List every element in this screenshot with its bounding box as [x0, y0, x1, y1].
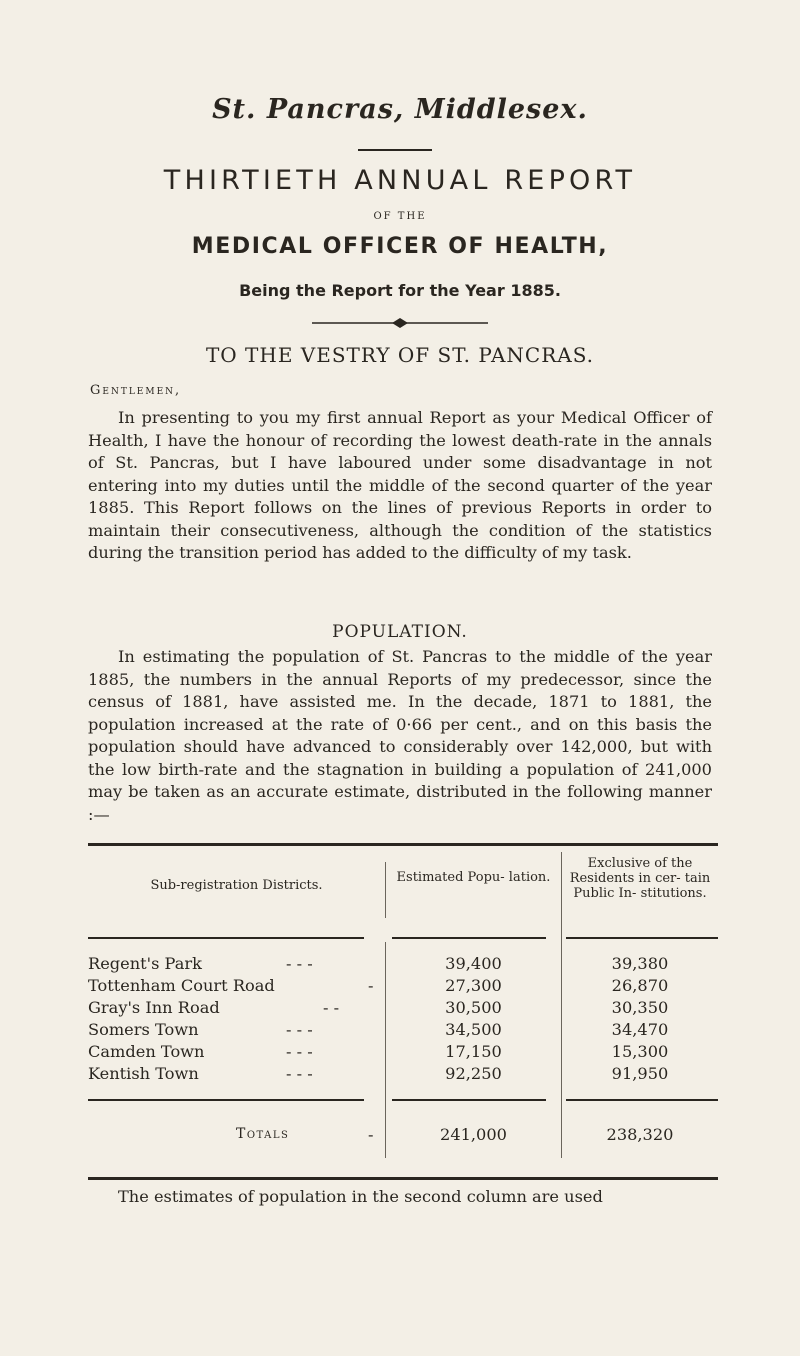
table-row [88, 998, 718, 1020]
population-heading: POPULATION. [332, 622, 468, 642]
subtotal-rule [566, 1099, 718, 1101]
subtotal-rule [88, 1099, 364, 1101]
header-estimated: Estimated Popu- lation. [396, 870, 551, 885]
district-name: Somers Town [88, 1020, 199, 1039]
address-heading: TO THE VESTRY OF ST. PANCRAS. [205, 343, 595, 367]
district-name: Kentish Town [88, 1064, 199, 1083]
table-row [88, 1064, 718, 1086]
table-row [88, 1042, 718, 1064]
leader-dashes: - - - [286, 1042, 313, 1061]
table-top-rule [88, 843, 718, 846]
report-subtitle: Being the Report for the Year 1885. [239, 281, 561, 300]
district-name: Gray's Inn Road [88, 998, 220, 1017]
exclusive-value: 15,300 [611, 1042, 669, 1061]
exclusive-value: 39,380 [611, 954, 669, 973]
header-exclusive: Exclusive of the Residents in cer- tain Public In- stitutions. [569, 856, 711, 901]
office-heading: MEDICAL OFFICER OF HEALTH, [191, 234, 609, 259]
total-exclusive: 238,320 [606, 1125, 674, 1144]
population-paragraph: In estimating the population of St. Pancras to the middle of the year 1885, the numbers in the annual Reports of my predecessor, since the census of 1881, have assisted me. In the decade, 1871 to 1881, the population increased at the rate of 0·66 per cent., and on this basis the population should have advanced to considerably over 142,000, but with the low birth-rate and the stagnation in building a population of 241,000 may be taken as an accurate estimate, distributed in the following manner :— [88, 647, 712, 824]
total-estimated: 241,000 [440, 1125, 507, 1144]
header-rule [566, 937, 718, 939]
estimated-value: 17,150 [445, 1042, 502, 1061]
place-heading: St. Pancras, Middlesex. [212, 94, 588, 125]
exclusive-value: 26,870 [611, 976, 669, 995]
table-row [88, 976, 718, 998]
salutation: Gentlemen, [90, 383, 182, 398]
title-rule [358, 149, 432, 151]
report-title: THIRTIETH ANNUAL REPORT [163, 165, 637, 196]
estimated-value: 34,500 [445, 1020, 502, 1039]
table-row [88, 954, 718, 976]
subtotal-rule [392, 1099, 546, 1101]
district-name: Tottenham Court Road [88, 976, 275, 995]
of-the-label: OF THE [373, 211, 427, 222]
leader-dashes: - [368, 976, 374, 995]
estimated-value: 39,400 [445, 954, 502, 973]
intro-paragraph: In presenting to you my first annual Report as your Medical Officer of Health, I have the honour of recording the lowest death-rate in the annals of St. Pancras, but I have laboured under some disadvantage in not entering into my duties until the middle of the second quarter of the year 1885. This Report follows on the lines of previous Reports in order to maintain their consecutiveness, although the condition of the statistics during the transition period has added to the difficulty of my task. [88, 408, 712, 562]
exclusive-value: 34,470 [611, 1020, 669, 1039]
estimated-value: 30,500 [445, 998, 502, 1017]
header-districts: Sub-registration Districts. [150, 878, 323, 893]
leader-dashes: - [368, 1125, 374, 1144]
estimated-value: 92,250 [445, 1064, 502, 1083]
exclusive-value: 91,950 [611, 1064, 669, 1083]
totals-row [88, 1125, 718, 1147]
exclusive-value: 30,350 [611, 998, 669, 1017]
closing-line: The estimates of population in the second column are used [118, 1187, 603, 1206]
leader-dashes: - - [323, 998, 340, 1017]
ornament-divider-icon [312, 316, 488, 330]
leader-dashes: - - - [286, 1020, 313, 1039]
district-name: Regent's Park [88, 954, 202, 973]
header-rule [88, 937, 364, 939]
estimated-value: 27,300 [445, 976, 502, 995]
totals-label: Totals [236, 1126, 290, 1142]
district-name: Camden Town [88, 1042, 205, 1061]
leader-dashes: - - - [286, 1064, 313, 1083]
header-rule [392, 937, 546, 939]
table-bottom-rule [88, 1177, 718, 1180]
table-row [88, 1020, 718, 1042]
leader-dashes: - - - [286, 954, 313, 973]
